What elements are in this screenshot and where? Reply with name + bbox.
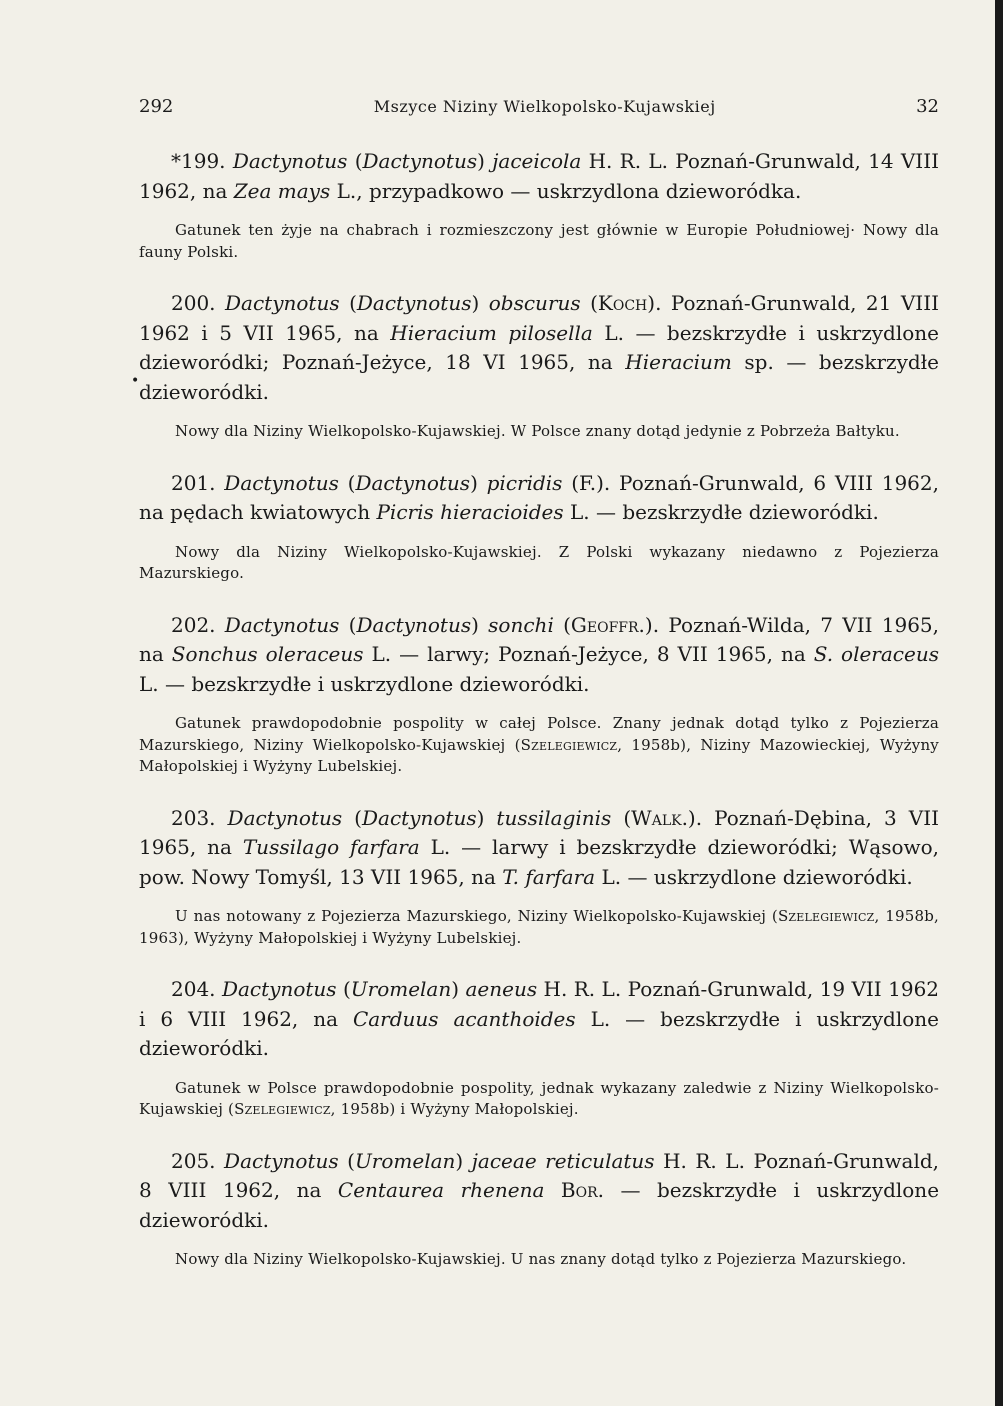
species-note-205: Nowy dla Niziny Wielkopolsko-Kujawskiej. U nas znany dotąd tylko z Pojezierza Mazurskiego. [175,1250,907,1268]
page-number: 292 [139,96,174,117]
species-note-202: Gatunek prawdopodobnie pospolity w całej Polsce. Znany jednak dotąd tylko z Pojezierza Mazurskiego, Niziny Wielkopolsko-Kujawskiej (Szelegiewicz, 1958b), Niziny Mazowieckiej, Wyżyny Małopolskiej i Wyżyny Lubelskiej. [139,714,939,775]
species-note-200: Nowy dla Niziny Wielkopolsko-Kujawskiej. W Polsce znany dotąd jedynie z Pobrzeża Bałtyku. [175,422,900,440]
running-title: Mszyce Niziny Wielkopolsko-Kujawskiej [373,97,716,116]
species-note-203: U nas notowany z Pojezierza Mazurskiego, Niziny Wielkopolsko-Kujawskiej (Szelegiewicz, 1958b, 1963), Wyżyny Małopolskiej i Wyżyny Lubelskiej. [139,907,939,947]
page-body [139,96,939,1297]
running-header [139,96,939,117]
scan-edge [995,0,1003,1406]
issue-number: 32 [916,96,939,117]
species-entry-199: *199. Dactynotus (Dactynotus) jaceicola H. R. L. Poznań-Grunwald, 14 VIII 1962, na Zea mays L., przypadkowo — uskrzydlona dzieworódka. [139,149,939,203]
margin-mark: • [131,373,140,389]
species-note-204: Gatunek w Polsce prawdopodobnie pospolity, jednak wykazany zaledwie z Niziny Wielkopolsko-Kujawskiej (Szelegiewicz, 1958b) i Wyżyny Małopolskiej. [139,1078,939,1118]
species-entry-201: 201. Dactynotus (Dactynotus) picridis (F.). Poznań-Grunwald, 6 VIII 1962, na pędach kwiatowych Picris hieracioides L. — bezskrzydłe dzieworódki. [139,470,939,524]
species-note-201: Nowy dla Niziny Wielkopolsko-Kujawskiej. Z Polski wykazany niedawno z Pojezierza Mazurskiego. [139,542,939,582]
species-note-199: Gatunek ten żyje na chabrach i rozmieszczony jest głównie w Europie Południowej· Nowy dla fauny Polski. [139,221,939,261]
species-entry-202: 202. Dactynotus (Dactynotus) sonchi (Geoffr.). Poznań-Wilda, 7 VII 1965, na Sonchus oleraceus L. — larwy; Poznań-Jeżyce, 8 VII 1965, na S. oleraceus L. — bezskrzydłe i uskrzydlone dzieworódki. [139,612,940,696]
species-entry-204: 204. Dactynotus (Uromelan) aeneus H. R. L. Poznań-Grunwald, 19 VII 1962 i 6 VIII 1962, na Carduus acanthoides L. — bezskrzydłe i uskrzydlone dzieworódki. [139,977,940,1060]
species-entry-205: 205. Dactynotus (Uromelan) jaceae reticulatus H. R. L. Poznań-Grunwald, 8 VIII 1962, na Centaurea rhenena Bor. — bezskrzydłe i uskrzydlone dzieworódki. [139,1148,940,1232]
species-entry-200: 200. Dactynotus (Dactynotus) obscurus (Koch). Poznań-Grunwald, 21 VIII 1962 i 5 VII 1965, na Hieracium pilosella L. — bezskrzydłe i uskrzydlone dzieworódki; Poznań-Jeżyce, 18 VI 1965, na Hieracium sp. — bezskrzydłe dzieworódki. [139,291,940,404]
species-entry-203: 203. Dactynotus (Dactynotus) tussilaginis (Walk.). Poznań-Dębina, 3 VII 1965, na Tussilago farfara L. — larwy i bezskrzydłe dzieworódki; Wąsowo, pow. Nowy Tomyśl, 13 VII 1965, na T. farfara L. — uskrzydlone dzieworódki. [139,805,940,889]
